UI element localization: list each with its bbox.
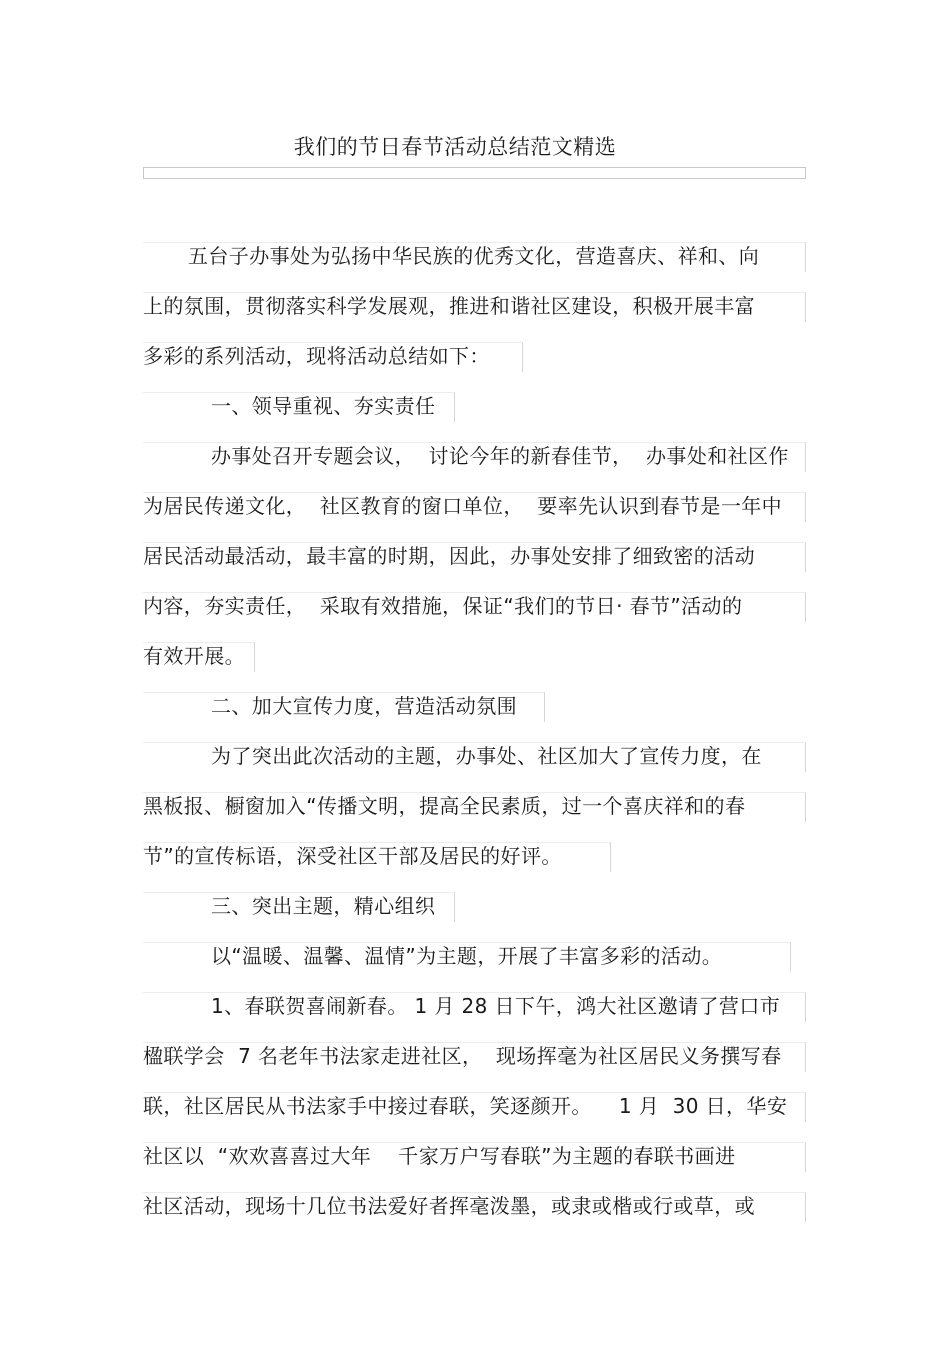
paragraph-line: 五台子办事处为弘扬中华民族的优秀文化，营造喜庆、祥和、向	[188, 244, 760, 268]
paragraph-line: 居民活动最活动，最丰富的时期，因此，办事处安排了细致密的活动	[143, 544, 755, 568]
paragraph-line: 社区以 “欢欢喜喜过大年 千家万户写春联”为主题的春联书画进	[143, 1144, 736, 1168]
paragraph-line: 内容，夯实责任， 采取有效措施，保证“我们的节日· 春节”活动的	[143, 594, 743, 618]
section-heading: 二、加大宣传力度，营造活动氛围	[211, 694, 517, 718]
paragraph-line: 黑板报、橱窗加入“传播文明，提高全民素质，过一个喜庆祥和的春	[143, 794, 746, 818]
paragraph-line: 为居民传递文化， 社区教育的窗口单位， 要率先认识到春节是一年中	[143, 494, 783, 518]
paragraph-line: 联，社区居民从书法家手中接过春联，笑逐颜开。 1 月 30 日，华安	[143, 1094, 788, 1118]
paragraph-line: 以“温暖、温馨、温情”为主题，开展了丰富多彩的活动。	[211, 944, 723, 968]
paragraph-line: 办事处召开专题会议， 讨论今年的新春佳节， 办事处和社区作	[211, 444, 789, 468]
document-title: 我们的节日春节活动总结范文精选	[293, 135, 617, 159]
paragraph-line: 楹联学会 7 名老年书法家走进社区， 现场挥毫为社区居民义务撰写春	[143, 1044, 782, 1068]
paragraph-line: 上的氛围，贯彻落实科学发展观，推进和谐社区建设，积极开展丰富	[143, 294, 755, 318]
paragraph-line: 1、春联贺喜闹新春。 1 月 28 日下午，鸿大社区邀请了营口市	[211, 994, 781, 1018]
section-heading: 一、领导重视、夯实责任	[211, 394, 436, 418]
paragraph-line: 社区活动，现场十几位书法爱好者挥毫泼墨，或隶或楷或行或草，或	[143, 1194, 755, 1218]
paragraph-line: 为了突出此次活动的主题，办事处、社区加大了宣传力度，在	[211, 744, 762, 768]
paragraph-line: 节”的宣传标语，深受社区干部及居民的好评。	[143, 844, 562, 868]
section-heading: 三、突出主题，精心组织	[211, 894, 436, 918]
title-underline	[143, 167, 806, 179]
paragraph-line: 有效开展。	[143, 644, 245, 668]
paragraph-line: 多彩的系列活动，现将活动总结如下：	[143, 344, 490, 368]
